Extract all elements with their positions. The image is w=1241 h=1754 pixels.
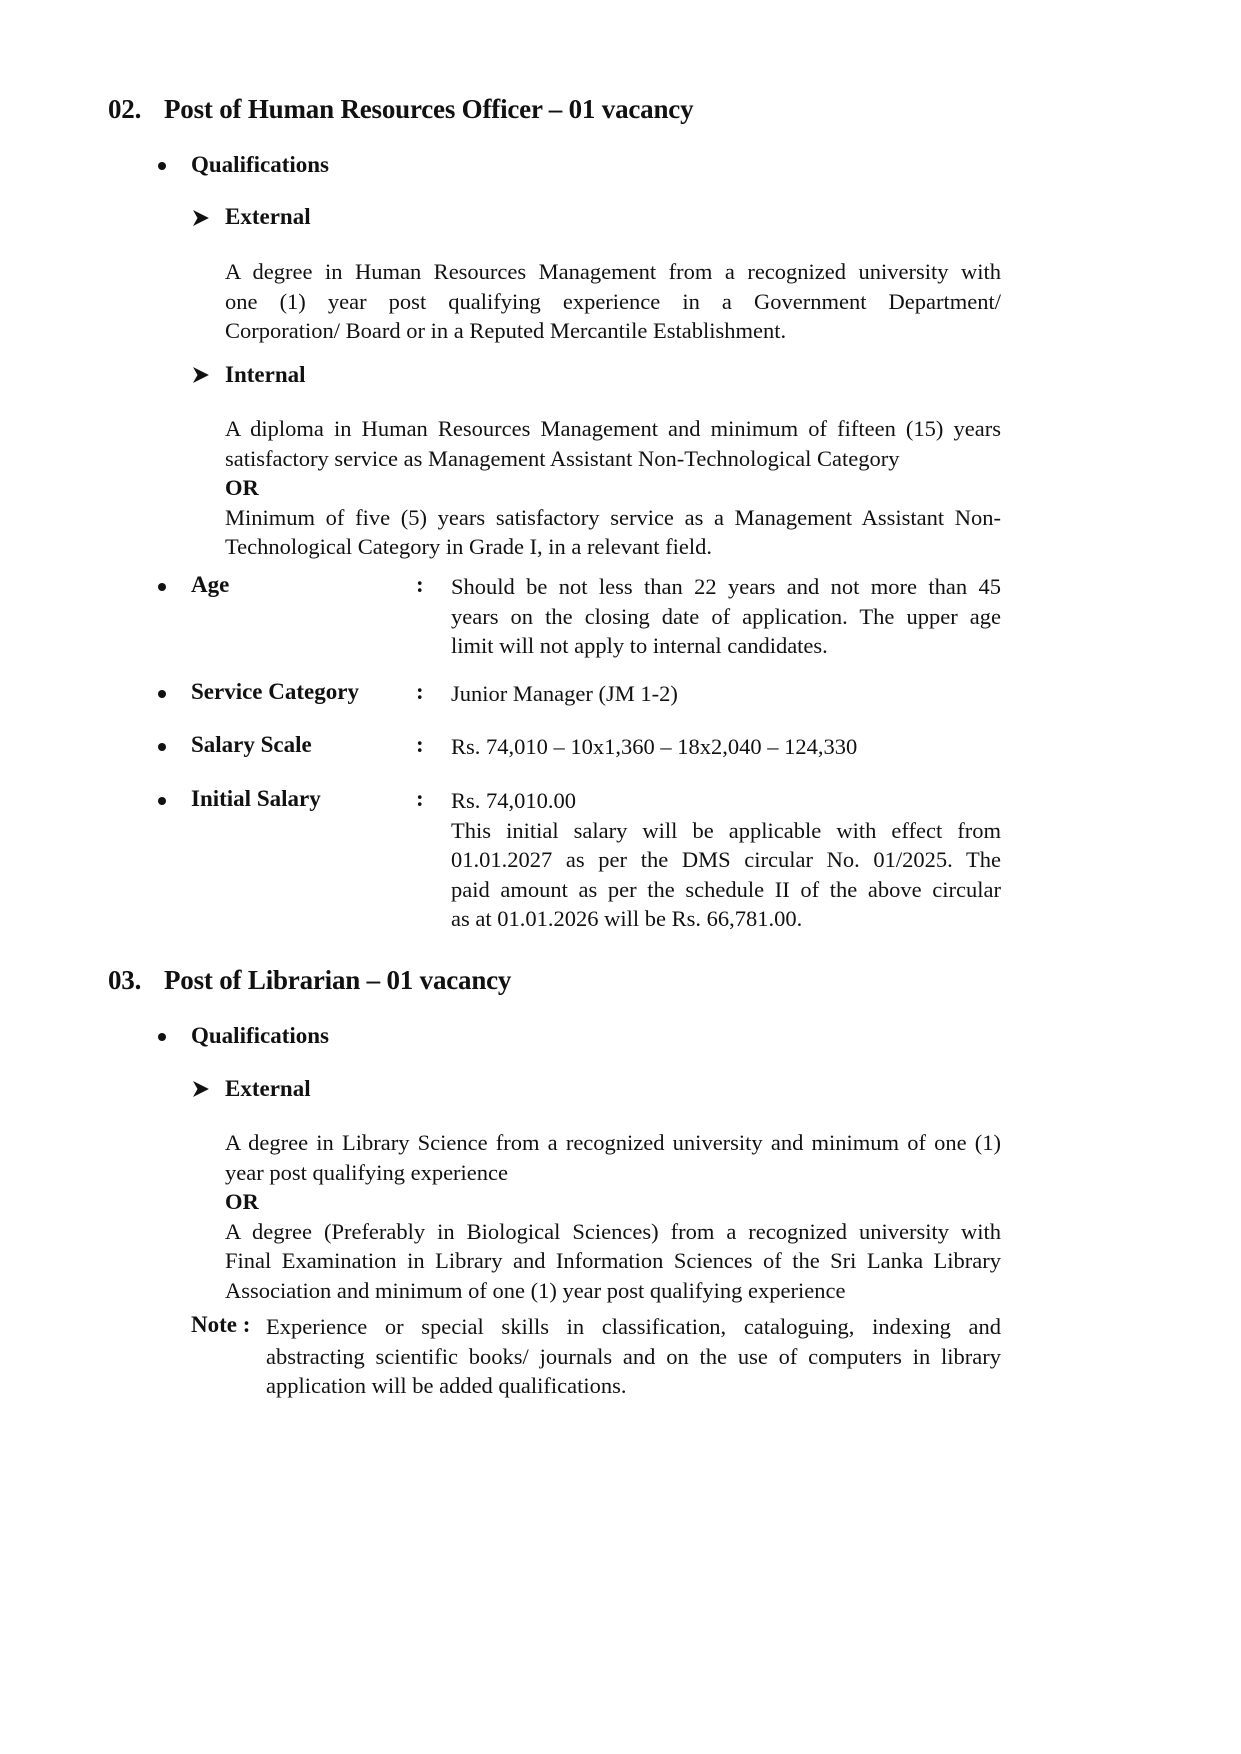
text-line: years on the closing date of application. The upper age — [451, 603, 1001, 629]
internal-requirement-text — [225, 414, 1001, 562]
librarian-external-requirement-text — [225, 1128, 1001, 1305]
text-line: Association and minimum of one (1) year post qualifying experience — [225, 1277, 846, 1303]
colon: : — [416, 732, 424, 757]
age-label: Age — [191, 572, 230, 597]
text-line: satisfactory service as Management Assistant Non-Technological Category — [225, 445, 900, 471]
text-line: as at 01.01.2026 will be Rs. 66,781.00. — [451, 906, 803, 931]
text-line: Corporation/ Board or in a Reputed Mercantile Establishment. — [225, 318, 787, 343]
arrow-bullet-icon — [193, 1081, 209, 1097]
bullet-icon — [158, 797, 166, 805]
section-03-heading — [108, 965, 511, 996]
text-line: A degree (Preferably in Biological Sciences) from a recognized university with — [225, 1218, 1001, 1244]
qualifications-label: Qualifications — [191, 1023, 330, 1048]
text-line: year post qualifying experience — [225, 1159, 509, 1185]
text-line: Final Examination in Library and Information Sciences of the Sri Lanka Library — [225, 1248, 1001, 1273]
colon: : — [416, 572, 424, 597]
arrow-bullet-icon — [193, 210, 209, 226]
note-text — [266, 1312, 1001, 1401]
section-number: 02. — [108, 94, 142, 124]
section-title: Post of Human Resources Officer – 01 vacancy — [164, 94, 694, 124]
bullet-icon — [158, 162, 166, 170]
external-requirement-text — [225, 257, 1001, 346]
text-line: A diploma in Human Resources Management and minimum of fifteen (15) years — [225, 416, 1001, 441]
text-line: 01.01.2027 as per the DMS circular No. 01/2025. The — [451, 847, 1001, 872]
colon: : — [416, 786, 424, 811]
external-label: External — [225, 1076, 311, 1101]
note-label: Note : — [191, 1312, 251, 1337]
text-line: A degree in Human Resources Management from a recognized university with — [225, 259, 1001, 284]
bullet-icon — [158, 1033, 166, 1041]
bullet-icon — [158, 743, 166, 751]
text-line: Minimum of five (5) years satisfactory service as a Management Assistant Non- — [225, 504, 1001, 530]
service-category-label: Service Category — [191, 679, 359, 704]
text-line: Should be not less than 22 years and not more than 45 — [451, 574, 1001, 599]
text-line: Experience or special skills in classification, cataloguing, indexing and — [266, 1314, 1001, 1339]
text-line: Junior Manager (JM 1-2) — [451, 681, 678, 706]
text-line: limit will not apply to internal candidates. — [451, 633, 828, 658]
or-separator: OR — [225, 1189, 259, 1214]
text-line: Rs. 74,010.00 — [451, 788, 577, 813]
text-line: Rs. 74,010 – 10x1,360 – 18x2,040 – 124,330 — [451, 734, 858, 759]
salary-scale-value — [451, 732, 1001, 762]
section-number: 03. — [108, 965, 142, 995]
external-label: External — [225, 204, 311, 229]
text-line: This initial salary will be applicable with effect from — [451, 817, 1001, 843]
text-line: paid amount as per the schedule II of the above circular — [451, 876, 1001, 902]
text-line: Technological Category in Grade I, in a relevant field. — [225, 534, 712, 559]
age-value — [451, 572, 1001, 661]
arrow-bullet-icon — [193, 367, 209, 383]
salary-scale-label: Salary Scale — [191, 732, 312, 757]
internal-label: Internal — [225, 362, 306, 387]
text-line: A degree in Library Science from a recognized university and minimum of one (1) — [225, 1130, 1001, 1155]
section-02-heading — [108, 94, 693, 125]
or-separator: OR — [225, 475, 259, 500]
bullet-icon — [158, 583, 166, 591]
text-line: one (1) year post qualifying experience in a Government Department/ — [225, 288, 1001, 314]
text-line: abstracting scientific books/ journals and on the use of computers in library — [266, 1343, 1001, 1369]
qualifications-label: Qualifications — [191, 152, 330, 177]
text-line: application will be added qualifications. — [266, 1373, 627, 1398]
colon: : — [416, 679, 424, 704]
service-category-value — [451, 679, 1001, 709]
section-title: Post of Librarian – 01 vacancy — [164, 965, 512, 995]
initial-salary-label: Initial Salary — [191, 786, 321, 811]
initial-salary-value — [451, 786, 1001, 934]
bullet-icon — [158, 690, 166, 698]
